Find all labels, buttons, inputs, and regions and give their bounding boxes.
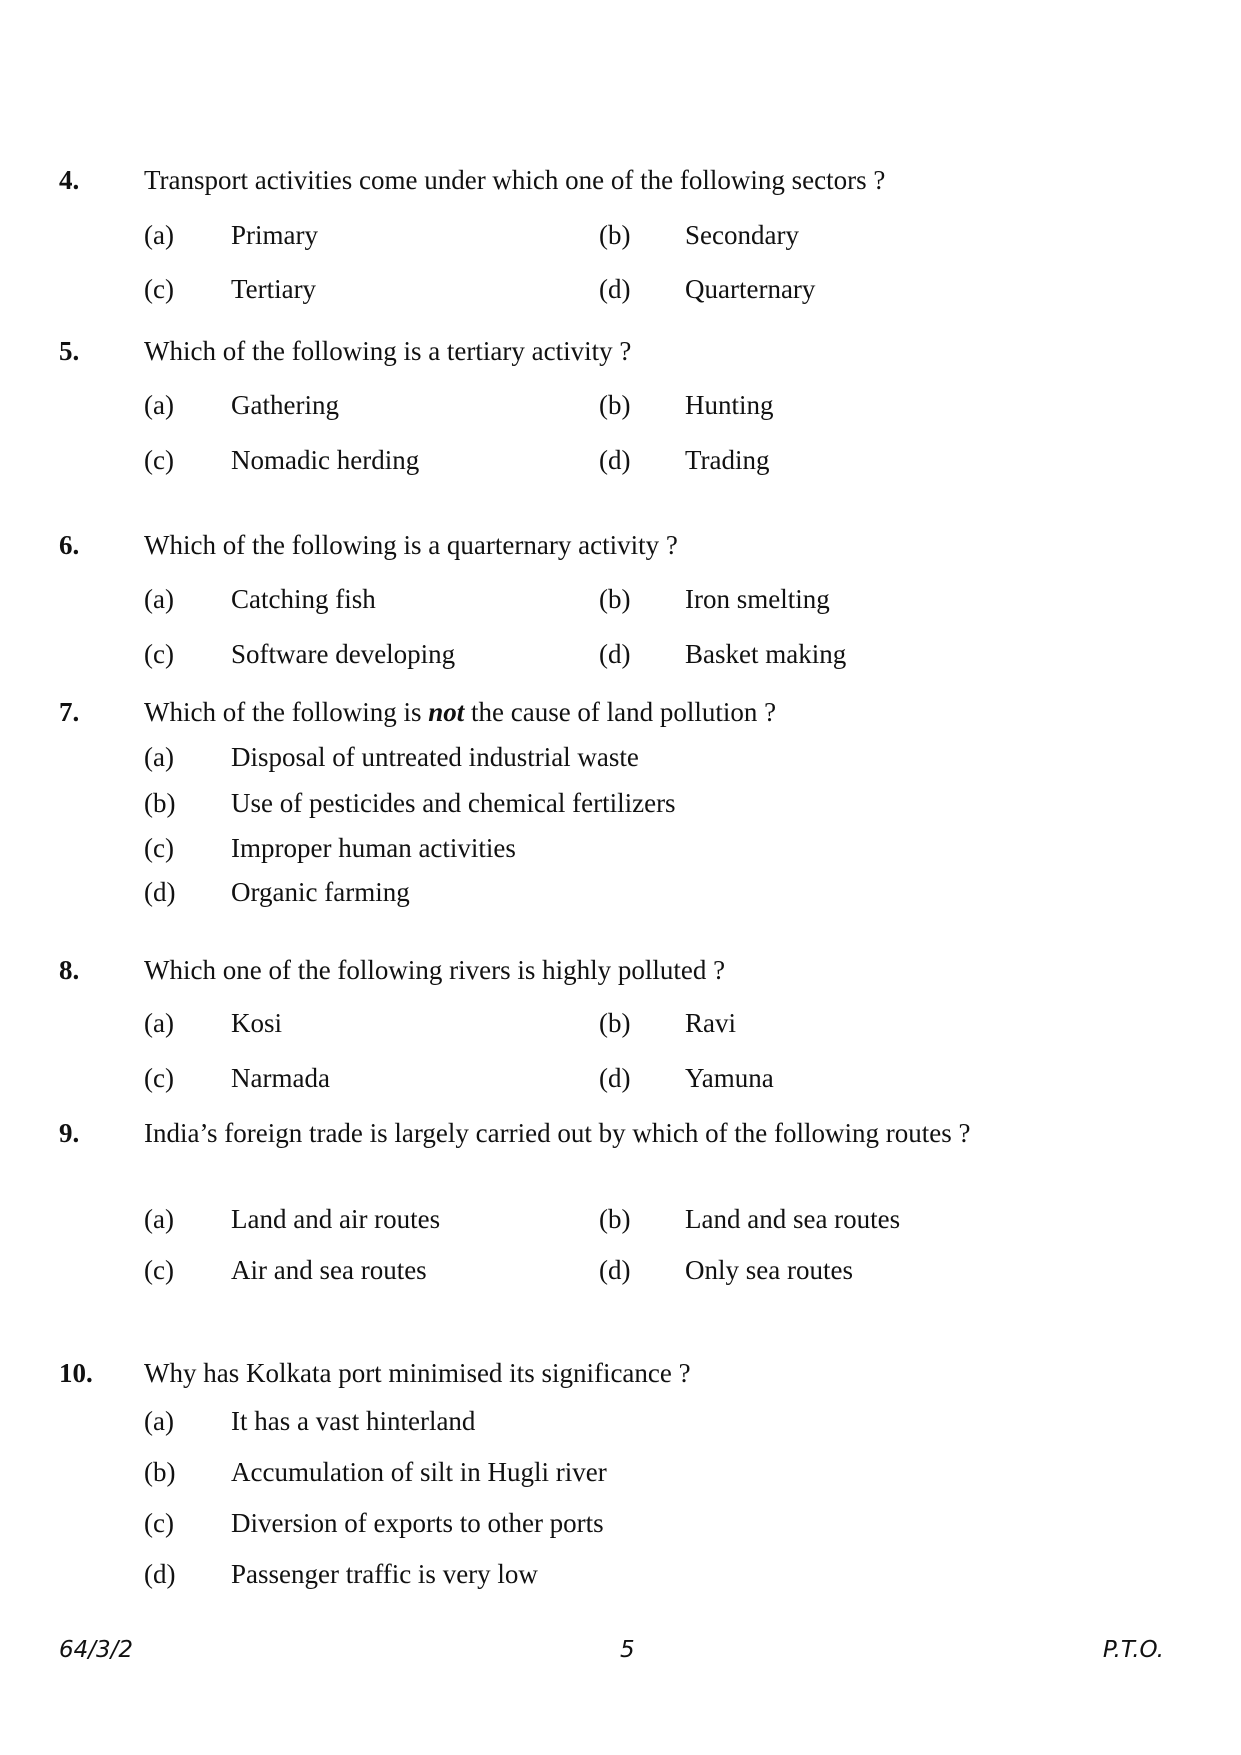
option-label: (a)	[144, 1406, 174, 1436]
option-text: Air and sea routes	[231, 1255, 427, 1285]
option-text: Land and sea routes	[685, 1204, 901, 1234]
option-text: Primary	[231, 220, 318, 250]
option-text: Only sea routes	[685, 1255, 853, 1285]
option-label: (c)	[144, 639, 174, 669]
option-label: (b)	[599, 390, 631, 420]
option-label: (a)	[144, 1008, 174, 1038]
question-text: Which of the following is a tertiary activity ?	[144, 336, 632, 366]
option-label: (b)	[144, 1457, 176, 1487]
question-text-part: Which of the following is	[144, 697, 429, 727]
option-label: (b)	[599, 220, 631, 250]
option-text: Passenger traffic is very low	[231, 1559, 538, 1589]
option-text: Software developing	[231, 639, 456, 669]
question-number: 4.	[59, 165, 80, 195]
emphasis-not: not	[428, 697, 465, 727]
option-label: (a)	[144, 584, 174, 614]
option-label: (d)	[599, 445, 631, 475]
option-text: Disposal of untreated industrial waste	[231, 742, 639, 772]
option-text: Catching fish	[231, 584, 376, 614]
option-text: Basket making	[685, 639, 847, 669]
option-label: (d)	[599, 639, 631, 669]
option-label: (b)	[599, 584, 631, 614]
option-text: Yamuna	[685, 1063, 774, 1093]
option-text: Quarternary	[685, 274, 816, 304]
option-label: (c)	[144, 1255, 174, 1285]
option-text: Trading	[685, 445, 770, 475]
option-label: (c)	[144, 833, 174, 863]
option-label: (d)	[144, 877, 176, 907]
option-text: Ravi	[685, 1008, 736, 1038]
option-text: Secondary	[685, 220, 799, 250]
option-text: It has a vast hinterland	[231, 1406, 476, 1436]
question-number: 7.	[59, 697, 80, 727]
option-text: Organic farming	[231, 877, 410, 907]
option-text: Gathering	[231, 390, 339, 420]
option-text: Accumulation of silt in Hugli river	[231, 1457, 607, 1487]
option-label: (c)	[144, 445, 174, 475]
question-text: Which of the following is a quarternary activity ?	[144, 530, 678, 560]
paper-code: 64/3/2	[59, 1637, 134, 1663]
question-text: India’s foreign trade is largely carried out by which of the following routes ?	[144, 1118, 971, 1148]
option-label: (b)	[599, 1008, 631, 1038]
option-label: (d)	[599, 274, 631, 304]
option-label: (a)	[144, 1204, 174, 1234]
option-label: (c)	[144, 1508, 174, 1538]
option-label: (c)	[144, 274, 174, 304]
option-label: (a)	[144, 390, 174, 420]
question-text: Why has Kolkata port minimised its significance ?	[144, 1358, 691, 1388]
question-text-part: the cause of land pollution ?	[464, 697, 777, 727]
option-label: (d)	[599, 1255, 631, 1285]
option-label: (d)	[599, 1063, 631, 1093]
question-number: 9.	[59, 1118, 80, 1148]
please-turn-over: P.T.O.	[1102, 1637, 1164, 1663]
option-text: Improper human activities	[231, 833, 516, 863]
option-text: Diversion of exports to other ports	[231, 1508, 604, 1538]
option-text: Tertiary	[231, 274, 317, 304]
option-text: Land and air routes	[231, 1204, 441, 1234]
option-label: (a)	[144, 220, 174, 250]
question-number: 8.	[59, 955, 80, 985]
option-text: Hunting	[685, 390, 774, 420]
option-text: Nomadic herding	[231, 445, 420, 475]
option-label: (b)	[144, 788, 176, 818]
question-number: 5.	[59, 336, 80, 366]
option-text: Use of pesticides and chemical fertilizers	[231, 788, 676, 818]
option-label: (c)	[144, 1063, 174, 1093]
option-label: (b)	[599, 1204, 631, 1234]
option-text: Narmada	[231, 1063, 330, 1093]
option-label: (a)	[144, 742, 174, 772]
question-text: Which one of the following rivers is highly polluted ?	[144, 955, 726, 985]
question-number: 10.	[59, 1358, 93, 1388]
option-label: (d)	[144, 1559, 176, 1589]
question-text	[144, 695, 776, 729]
option-text: Iron smelting	[685, 584, 830, 614]
page-number: 5	[620, 1637, 635, 1663]
question-text: Transport activities come under which one of the following sectors ?	[144, 165, 886, 195]
question-number: 6.	[59, 530, 80, 560]
option-text: Kosi	[231, 1008, 283, 1038]
